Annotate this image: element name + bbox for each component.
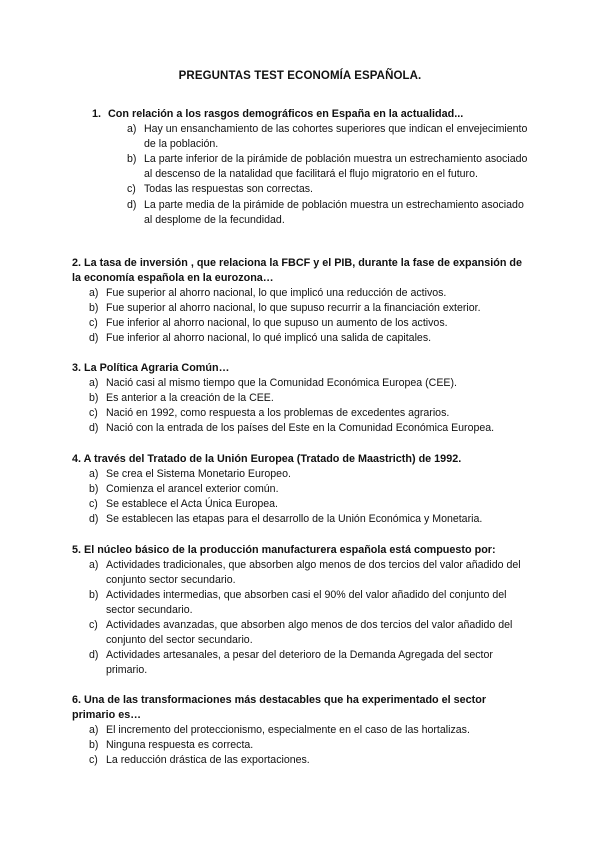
question-text: Con relación a los rasgos demográficos en España en la actualidad... (108, 108, 464, 120)
answer-options (72, 558, 528, 678)
answer-options (72, 122, 528, 227)
option-text: Nació con la entrada de los países del Este en la Comunidad Económica Europea. (106, 422, 495, 434)
answer-option (72, 421, 528, 436)
option-letter: a) (89, 468, 99, 480)
option-letter: c) (127, 183, 136, 196)
question-heading: 5. El núcleo básico de la producción manufacturera española está compuesto por: (72, 544, 496, 556)
option-text: Nació casi al mismo tiempo que la Comunidad Económica Europea (CEE). (106, 377, 457, 389)
answer-options (72, 286, 528, 346)
answer-option (72, 301, 528, 316)
answer-options (72, 376, 528, 436)
document-title: PREGUNTAS TEST ECONOMÍA ESPAÑOLA. (178, 70, 422, 82)
option-letter: b) (89, 392, 99, 404)
question-heading: 2. La tasa de inversión , que relaciona la FBCF y el PIB, durante la fase de expansión de la economía española en la eurozona… (72, 257, 523, 284)
question-heading (72, 107, 528, 122)
option-text: Fue inferior al ahorro nacional, lo que supuso un aumento de los activos. (106, 317, 448, 329)
option-letter: b) (89, 589, 99, 601)
option-letter: a) (89, 377, 99, 389)
answer-option (72, 482, 528, 497)
answer-option (72, 331, 528, 346)
question-4 (72, 452, 528, 527)
answer-option (72, 122, 528, 151)
question-2 (72, 256, 528, 346)
answer-option (72, 376, 528, 391)
option-letter: a) (89, 724, 99, 736)
option-text: Fue superior al ahorro nacional, lo que implicó una reducción de activos. (106, 287, 447, 299)
option-text: El incremento del proteccionismo, especialmente en el caso de las hortalizas. (106, 724, 470, 736)
question-number: 1. (92, 108, 102, 120)
option-letter: d) (89, 649, 99, 661)
option-letter: b) (89, 302, 99, 314)
option-letter: d) (89, 422, 99, 434)
option-letter: c) (89, 317, 98, 329)
answer-option (72, 753, 528, 768)
answer-option (72, 406, 528, 421)
answer-option (72, 467, 528, 482)
option-text: Todas las respuestas son correctas. (144, 183, 313, 196)
option-letter: a) (127, 123, 137, 135)
answer-option (72, 648, 528, 678)
option-text: Se crea el Sistema Monetario Europeo. (106, 468, 291, 480)
option-letter: b) (89, 739, 99, 751)
answer-option (72, 182, 528, 197)
option-letter: b) (89, 483, 99, 495)
option-text: La parte media de la pirámide de población muestra un estrechamiento asociado al desplome de la fecundidad. (144, 198, 524, 226)
option-letter: d) (127, 198, 137, 211)
question-heading: 6. Una de las transformaciones más destacables que ha experimentado el sector primario es… (72, 694, 487, 721)
answer-option (72, 738, 528, 753)
option-text: Se establecen las etapas para el desarrollo de la Unión Económica y Monetaria. (106, 513, 483, 525)
option-text: Comienza el arancel exterior común. (106, 483, 279, 495)
answer-option (72, 512, 528, 527)
option-text: Hay un ensanchamiento de las cohortes superiores que indican el envejecimiento de la población. (144, 123, 528, 150)
option-text: Fue inferior al ahorro nacional, lo qué implicó una salida de capitales. (106, 332, 432, 344)
option-letter: d) (89, 332, 99, 344)
option-letter: c) (89, 407, 98, 419)
option-text: Fue superior al ahorro nacional, lo que supuso recurrir a la financiación exterior. (106, 302, 481, 314)
answer-options (72, 723, 528, 768)
answer-options (72, 467, 528, 527)
option-letter: d) (89, 513, 99, 525)
question-heading: 3. La Política Agraria Común… (72, 362, 230, 374)
option-text: La parte inferior de la pirámide de población muestra un estrechamiento asociado al descenso de la natalidad que facilitará el flujo migratorio en el futuro. (144, 153, 528, 180)
answer-option (72, 316, 528, 331)
option-text: Nació en 1992, como respuesta a los problemas de excedentes agrarios. (106, 407, 450, 419)
answer-option (72, 558, 528, 588)
answer-option (72, 618, 528, 648)
question-heading: 4. A través del Tratado de la Unión Europea (Tratado de Maastricth) de 1992. (72, 453, 462, 465)
option-text: Actividades artesanales, a pesar del deterioro de la Demanda Agregada del sector primario. (106, 649, 493, 676)
option-text: Actividades avanzadas, que absorben algo menos de dos tercios del valor añadido del conjunto del sector secundario. (106, 619, 513, 646)
option-letter: b) (127, 153, 137, 166)
question-5 (72, 543, 528, 678)
option-letter: c) (89, 619, 98, 631)
option-text: Ninguna respuesta es correcta. (106, 739, 254, 751)
option-text: Se establece el Acta Única Europea. (106, 498, 278, 510)
answer-option (72, 391, 528, 406)
answer-option (72, 198, 528, 227)
option-letter: a) (89, 559, 99, 571)
option-letter: c) (89, 498, 98, 510)
answer-option (72, 588, 528, 618)
option-text: Es anterior a la creación de la CEE. (106, 392, 274, 404)
option-text: Actividades intermedias, que absorben casi el 90% del valor añadido del conjunto del sector secundario. (106, 589, 507, 616)
answer-option (72, 723, 528, 738)
option-text: La reducción drástica de las exportaciones. (106, 754, 310, 766)
answer-option (72, 286, 528, 301)
option-letter: a) (89, 287, 99, 299)
question-3 (72, 361, 528, 436)
option-letter: c) (89, 754, 98, 766)
question-1 (72, 107, 528, 228)
question-6 (72, 693, 528, 768)
option-text: Actividades tradicionales, que absorben algo menos de dos tercios del valor añadido del conjunto sector secundario. (106, 559, 521, 586)
answer-option (72, 497, 528, 512)
answer-option (72, 152, 528, 181)
